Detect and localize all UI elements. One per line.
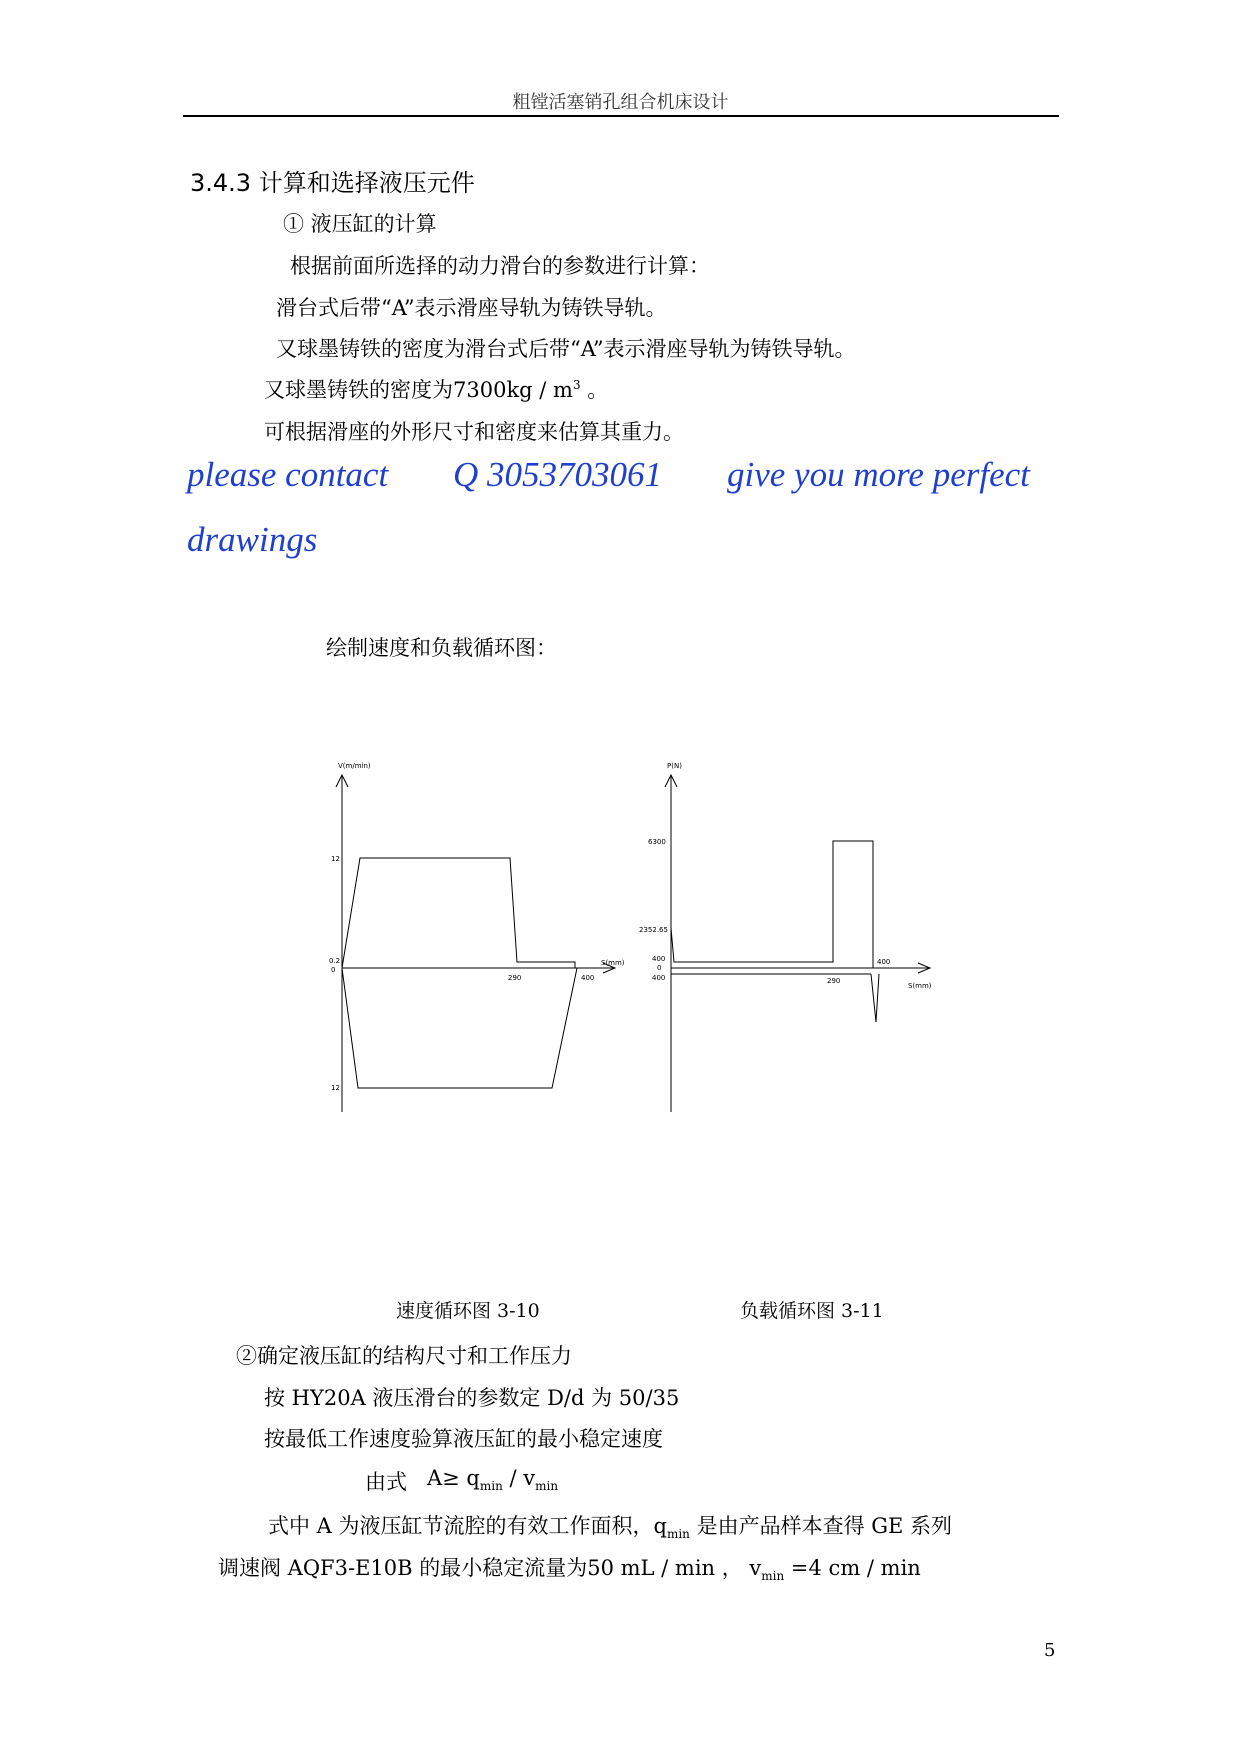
para-6: 可根据滑座的外形尺寸和密度来估算其重力。: [264, 420, 684, 444]
formula-a: A≥ q: [427, 1466, 480, 1490]
cycle-charts: [315, 750, 955, 1130]
load-tick-400: 400: [877, 958, 891, 966]
velocity-tick-12-top: 12: [331, 855, 340, 863]
formula-label: 由式: [365, 1470, 407, 1494]
para-4: 又球墨铸铁的密度为滑台式后带“A”表示滑座导轨为铸铁导轨。: [276, 337, 856, 361]
load-ylabel: P(N): [667, 762, 682, 770]
velocity-forward-line: [342, 858, 575, 968]
section2-p5-sub: min: [761, 1569, 785, 1584]
header-title: 粗镗活塞销孔组合机床设计: [512, 92, 729, 113]
load-chart: [639, 762, 932, 1112]
velocity-tick-0-2: 0.2: [329, 957, 341, 965]
velocity-return-line: [342, 968, 577, 1088]
section2-p4-a: 式中 A 为液压缸节流腔的有效工作面积，q: [268, 1514, 667, 1538]
section2-p1: ②确定液压缸的结构尺寸和工作压力: [236, 1344, 572, 1368]
load-tick-6300: 6300: [648, 838, 666, 846]
formula-b: / v: [502, 1466, 536, 1490]
section2-p4-sub: min: [666, 1527, 690, 1542]
velocity-tick-0: 0: [331, 966, 336, 974]
load-tick-400-bottom: 400: [652, 974, 666, 982]
load-forward-line: [671, 841, 873, 968]
caption-load: 负载循环图 3-11: [740, 1300, 884, 1322]
load-return-spike: [871, 974, 879, 1022]
section2-p5-a: 调速阀 AQF3-E10B 的最小稳定流量为50 mL / min ， v: [218, 1556, 762, 1580]
velocity-tick-12-bottom: 12: [331, 1084, 340, 1092]
caption-velocity: 速度循环图 3-10: [396, 1300, 540, 1322]
para-2: 根据前面所选择的动力滑台的参数进行计算：: [290, 254, 710, 278]
section2-p4: [268, 1510, 952, 1541]
para-3: 滑台式后带“A”表示滑座导轨为铸铁导轨。: [276, 296, 667, 320]
formula-sub-2: min: [535, 1479, 559, 1494]
para-1: ① 液压缸的计算: [283, 212, 437, 236]
page-number: 5: [1044, 1640, 1056, 1661]
section2-p2: 按 HY20A 液压滑台的参数定 D/d 为 50/35: [264, 1386, 680, 1410]
velocity-tick-400: 400: [581, 974, 595, 982]
load-tick-400-top: 400: [652, 955, 666, 963]
contact-line-1c: give you more perfect: [727, 455, 1030, 494]
header-rule: [183, 115, 1059, 117]
chart-intro: 绘制速度和负载循环图：: [326, 636, 557, 660]
velocity-chart: [329, 762, 625, 1112]
formula: [427, 1466, 558, 1493]
para-5-text: 又球墨铸铁的密度为7300kg / m: [264, 378, 573, 402]
velocity-tick-290: 290: [508, 974, 522, 982]
para-5: [264, 374, 608, 404]
load-tick-2352: 2352.65: [639, 926, 668, 934]
contact-line-2: drawings: [187, 520, 318, 559]
section2-p5-b: =4 cm / min: [784, 1556, 921, 1580]
para-5-sup: 3: [572, 378, 581, 392]
load-xlabel: S(mm): [908, 982, 932, 990]
para-5-post: 。: [580, 378, 609, 402]
contact-line-1b: Q 3053703061: [453, 455, 663, 494]
velocity-ylabel: V(m/min): [338, 762, 371, 770]
velocity-xlabel: S(mm): [601, 959, 625, 967]
section2-p3: 按最低工作速度验算液压缸的最小稳定速度: [264, 1427, 663, 1451]
load-tick-0: 0: [657, 964, 662, 972]
contact-line-1a: please contact: [187, 455, 389, 494]
formula-sub-1: min: [479, 1479, 503, 1494]
section-heading: 3.4.3 计算和选择液压元件: [190, 169, 475, 197]
section2-p5: [218, 1552, 921, 1583]
section2-p4-b: 是由产品样本查得 GE 系列: [689, 1514, 953, 1538]
load-tick-290: 290: [827, 977, 841, 985]
